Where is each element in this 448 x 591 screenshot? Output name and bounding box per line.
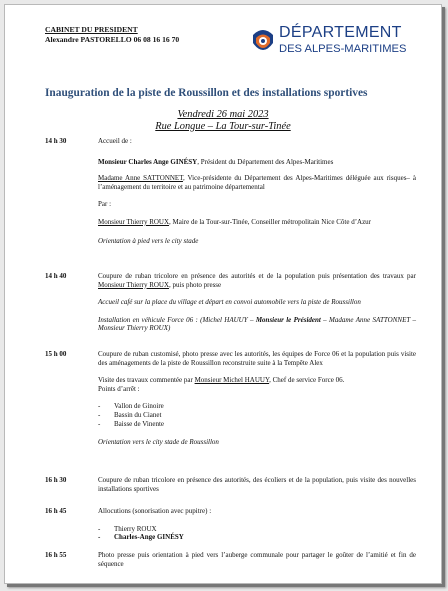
allocutions-label: Allocutions (sonorisation avec pupitre) : (98, 507, 212, 515)
event-date: Vendredi 26 mai 2023 (177, 109, 269, 120)
cabinet-contact: Alexandre PASTORELLO 06 08 16 16 70 (45, 35, 180, 44)
visite-name: Monsieur Michel HAUUY (194, 376, 270, 385)
points-arret: Points d’arrêt : (98, 384, 140, 393)
stops-list (98, 402, 416, 428)
list-item: - Thierry ROUX (98, 525, 416, 534)
piste-text: Coupure de ruban customisé, photo presse avec les autorités, les équipes de Force 06 et la population puis visite des aménagements de la piste de Roussillon reconstruite suite à la Tempête Alex (98, 350, 416, 367)
installation-text-b: – Madame Anne SATTONNET – Monsieur Thierry ROUX) (98, 315, 416, 333)
event-date-place (5, 109, 441, 133)
schedule-time: 14 h 30 (45, 137, 67, 145)
guest-2-role: , Vice-présidente du Département des Alpes-Maritimes déléguée aux risques– à l’aménagement du territoire et au patrimoine départemental (98, 174, 416, 191)
schedule-time: 16 h 45 (45, 507, 67, 515)
document-title: Inauguration de la piste de Roussillon et des installations sportives (45, 87, 368, 99)
guest-2 (98, 174, 416, 191)
ruban-text-b: , puis photo presse (169, 280, 222, 289)
schedule-time: 16 h 55 (45, 551, 67, 559)
ruban-ecoliers-text: Coupure de ruban tricolore en présence des autorités, des écoliers et de la population, puis visite des nouvelles installations sportives (98, 476, 416, 493)
schedule-content (98, 551, 416, 568)
schedule-content (98, 137, 416, 245)
photo-gouter-text: Photo presse puis orientation à pied vers l’auberge communale pour partager le goûter de l’amitié et fin de séquence (98, 551, 416, 568)
document-page (4, 4, 442, 584)
visite-text-b: , Chef de service Force 06. (269, 376, 345, 385)
orientation-roussillon: Orientation vers le city stade de Roussillon (98, 438, 219, 447)
list-item: - Vallon de Ginoire (98, 402, 416, 411)
speakers-list (98, 525, 416, 542)
guest-3 (98, 218, 416, 227)
guest-1-role: , Président du Département des Alpes-Maritimes (197, 157, 334, 166)
par-label: Par : (98, 200, 112, 209)
schedule-content (98, 507, 416, 542)
installation-text-a: Installation en véhicule Force 06 : (Michel HAUUY – (98, 315, 256, 324)
installation-vehicule (98, 316, 416, 333)
logo-line-2: DES ALPES-MARITIMES (279, 43, 407, 55)
ruban-text (98, 272, 416, 289)
schedule-time: 16 h 30 (45, 476, 67, 484)
guest-1 (98, 158, 416, 167)
ruban-text-a: Coupure de ruban tricolore en présence des autorités et de la population puis présentation des travaux par (98, 272, 416, 280)
event-place: Rue Longue – La Tour-sur-Tinée (155, 121, 291, 132)
cabinet-title: CABINET DU PRESIDENT (45, 25, 138, 34)
schedule-time: 15 h 00 (45, 350, 67, 358)
schedule-content (98, 350, 416, 447)
departement-logo (251, 24, 442, 64)
schedule-time: 14 h 40 (45, 272, 67, 280)
schedule-content (98, 476, 416, 493)
ruban-text-name: Monsieur Thierry ROUX (98, 280, 170, 289)
accueil-label: Accueil de : (98, 137, 132, 145)
guest-3-name: Monsieur Thierry ROUX (98, 217, 170, 226)
orientation-city-stade: Orientation à pied vers le city stade (98, 236, 199, 245)
visite-text (98, 376, 416, 385)
departement-emblem-icon (251, 27, 275, 57)
accueil-cafe: Accueil café sur la place du village et départ en convoi automobile vers la piste de Roussillon (98, 298, 361, 307)
list-item: - Bassin du Cianet (98, 411, 416, 420)
guest-1-name: Monsieur Charles Ange GINÉSY (98, 157, 198, 166)
schedule-content (98, 272, 416, 333)
cabinet-header (45, 25, 179, 45)
installation-president: Monsieur le Président (255, 315, 321, 324)
list-item: - Baisse de Vinente (98, 420, 416, 429)
logo-line-1: DÉPARTEMENT (279, 24, 402, 41)
guest-3-role: , Maire de la Tour-sur-Tinée, Conseiller métropolitain Nice Côte d’Azur (169, 217, 372, 226)
visite-text-a: Visite des travaux commentée par (98, 376, 195, 385)
list-item: - Charles-Ange GINÉSY (98, 533, 416, 542)
guest-2-name: Madame Anne SATTONNET (98, 174, 183, 183)
